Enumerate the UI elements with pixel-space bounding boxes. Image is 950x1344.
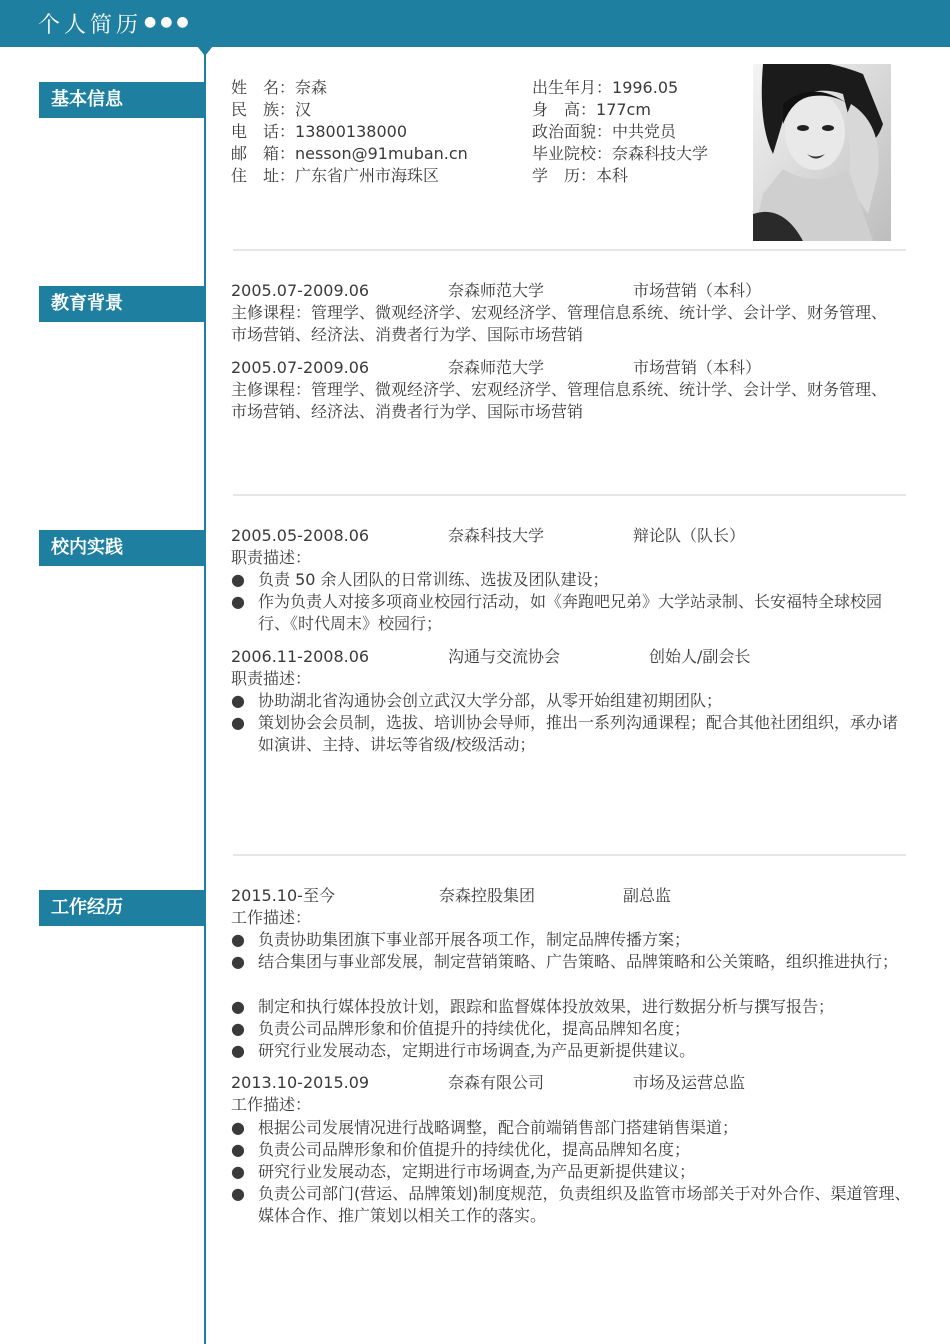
edu-date: 2005.07-2009.06 <box>231 358 370 377</box>
edu-courses-line: 主修课程：管理学、微观经济学、宏观经济学、管理信息系统、统计学、会计学、财务管理、 <box>231 380 888 399</box>
info-label: 出生年月： <box>532 78 613 97</box>
section-label-education: 教育背景 <box>39 286 204 322</box>
section-label-basic: 基本信息 <box>39 82 204 118</box>
list-item <box>231 929 911 951</box>
list-item <box>231 996 911 1018</box>
timeline-notch <box>197 46 213 56</box>
info-row <box>532 165 628 187</box>
work-role: 副总监 <box>623 886 672 905</box>
info-label: 姓 名： <box>231 78 296 97</box>
info-value: 中共党员 <box>612 122 677 141</box>
desc-label: 职责描述： <box>231 548 312 567</box>
section-label-campus: 校内实践 <box>39 530 204 566</box>
bullet-text: 研究行业发展动态，定期进行市场调查,为产品更新提供建议； <box>258 1162 696 1181</box>
divider <box>233 854 906 856</box>
info-value: 奈森 <box>295 78 328 97</box>
work-org: 奈森有限公司 <box>448 1073 545 1092</box>
bullet-text: 策划协会会员制，选拔、培训协会导师，推出一系列沟通课程；配合其他社团组织，承办诸如演讲、主持、讲坛等省级/校级活动； <box>258 713 899 754</box>
list-item <box>231 951 911 973</box>
bullet-icon: ● <box>231 1041 245 1060</box>
info-label: 电 话： <box>231 122 296 141</box>
info-row <box>231 143 468 165</box>
desc-label: 职责描述： <box>231 669 312 688</box>
desc-label: 工作描述： <box>231 1095 312 1114</box>
section-label-work: 工作经历 <box>39 890 204 926</box>
bullet-text: 负责协助集团旗下事业部开展各项工作，制定品牌传播方案； <box>258 930 691 949</box>
list-item <box>231 569 911 591</box>
info-value: nesson@91muban.cn <box>295 144 468 163</box>
work-org: 奈森控股集团 <box>439 886 536 905</box>
bullet-text: 根据公司发展情况进行战略调整，配合前端销售部门搭建销售渠道； <box>258 1118 739 1137</box>
info-label: 身 高： <box>532 100 597 119</box>
bullet-icon: ● <box>231 713 245 732</box>
bullet-text: 结合集团与事业部发展，制定营销策略、广告策略、品牌策略和公关策略，组织推进执行； <box>258 952 899 971</box>
work-role: 市场及运营总监 <box>633 1073 746 1092</box>
bullet-text: 负责公司品牌形象和价值提升的持续优化，提高品牌知名度； <box>258 1140 691 1159</box>
info-value: 汉 <box>295 100 312 119</box>
header-dots: ●●● <box>144 14 193 30</box>
edu-school: 奈森师范大学 <box>448 358 545 377</box>
edu-courses-line: 主修课程：管理学、微观经济学、宏观经济学、管理信息系统、统计学、会计学、财务管理、 <box>231 303 888 322</box>
info-row <box>231 121 407 143</box>
desc-label: 工作描述： <box>231 908 312 927</box>
info-row <box>231 165 439 187</box>
resume-title: 个人简历 <box>38 13 143 38</box>
edu-major: 市场营销（本科） <box>633 358 762 377</box>
list-item <box>231 1161 911 1183</box>
bullet-text: 负责公司部门(营运、品牌策划)制度规范，负责组织及监管市场部关于对外合作、渠道管理、媒体合作、推广策划以相关工作的落实。 <box>258 1184 911 1225</box>
bullet-icon: ● <box>231 691 245 710</box>
bullet-text: 协助湖北省沟通协会创立武汉大学分部，从零开始组建初期团队； <box>258 691 723 710</box>
campus-date: 2006.11-2008.06 <box>231 647 370 666</box>
bullet-icon: ● <box>231 592 245 611</box>
edu-school: 奈森师范大学 <box>448 281 545 300</box>
bullet-text: 作为负责人对接多项商业校园行活动，如《奔跑吧兄弟》大学站录制、长安福特全球校园行、《时代周末》校园行； <box>258 592 883 633</box>
bullet-text: 负责 50 余人团队的日常训练、选拔及团队建设； <box>258 570 609 589</box>
info-row <box>532 99 651 121</box>
divider <box>233 249 906 251</box>
work-date: 2015.10-至今 <box>231 886 335 905</box>
info-value: 1996.05 <box>612 78 679 97</box>
list-item <box>231 591 911 635</box>
profile-photo <box>753 64 891 241</box>
bullet-icon: ● <box>231 930 245 949</box>
list-item <box>231 1018 911 1040</box>
info-row <box>231 99 311 121</box>
portrait-illustration <box>753 64 891 241</box>
info-label: 住 址： <box>231 166 296 185</box>
bullet-text: 制定和执行媒体投放计划，跟踪和监督媒体投放效果，进行数据分析与撰写报告； <box>258 997 835 1016</box>
campus-org: 沟通与交流协会 <box>448 647 561 666</box>
edu-courses-line: 市场营销、经济法、消费者行为学、国际市场营销 <box>231 325 584 344</box>
campus-role: 创始人/副会长 <box>649 647 751 666</box>
bullet-icon: ● <box>231 1162 245 1181</box>
info-value: 13800138000 <box>295 122 407 141</box>
divider <box>233 494 906 496</box>
info-label: 学 历： <box>532 166 597 185</box>
info-row <box>532 77 678 99</box>
campus-org: 奈森科技大学 <box>448 526 545 545</box>
bullet-icon: ● <box>231 952 245 971</box>
campus-role: 辩论队（队长） <box>633 526 746 545</box>
timeline-line <box>204 47 206 1344</box>
info-label: 毕业院校： <box>532 144 613 163</box>
list-item <box>231 1117 911 1139</box>
bullet-icon: ● <box>231 1184 245 1203</box>
list-item <box>231 1183 911 1227</box>
edu-date: 2005.07-2009.06 <box>231 281 370 300</box>
header-bar <box>0 0 950 47</box>
list-item <box>231 1139 911 1161</box>
info-row <box>532 143 708 165</box>
info-row <box>231 77 327 99</box>
bullet-text: 负责公司品牌形象和价值提升的持续优化，提高品牌知名度； <box>258 1019 691 1038</box>
bullet-icon: ● <box>231 570 245 589</box>
list-item <box>231 712 911 756</box>
work-date: 2013.10-2015.09 <box>231 1073 370 1092</box>
info-value: 广东省广州市海珠区 <box>295 166 440 185</box>
bullet-icon: ● <box>231 997 245 1016</box>
bullet-icon: ● <box>231 1019 245 1038</box>
info-value: 本科 <box>596 166 629 185</box>
edu-major: 市场营销（本科） <box>633 281 762 300</box>
info-label: 政治面貌： <box>532 122 613 141</box>
bullet-icon: ● <box>231 1140 245 1159</box>
campus-date: 2005.05-2008.06 <box>231 526 370 545</box>
info-label: 邮 箱： <box>231 144 296 163</box>
info-value: 奈森科技大学 <box>612 144 709 163</box>
info-value: 177cm <box>596 100 651 119</box>
bullet-icon: ● <box>231 1118 245 1137</box>
info-row <box>532 121 676 143</box>
bullet-text: 研究行业发展动态，定期进行市场调查,为产品更新提供建议。 <box>258 1041 696 1060</box>
list-item <box>231 690 911 712</box>
info-label: 民 族： <box>231 100 296 119</box>
list-item <box>231 1040 911 1062</box>
edu-courses-line: 市场营销、经济法、消费者行为学、国际市场营销 <box>231 402 584 421</box>
